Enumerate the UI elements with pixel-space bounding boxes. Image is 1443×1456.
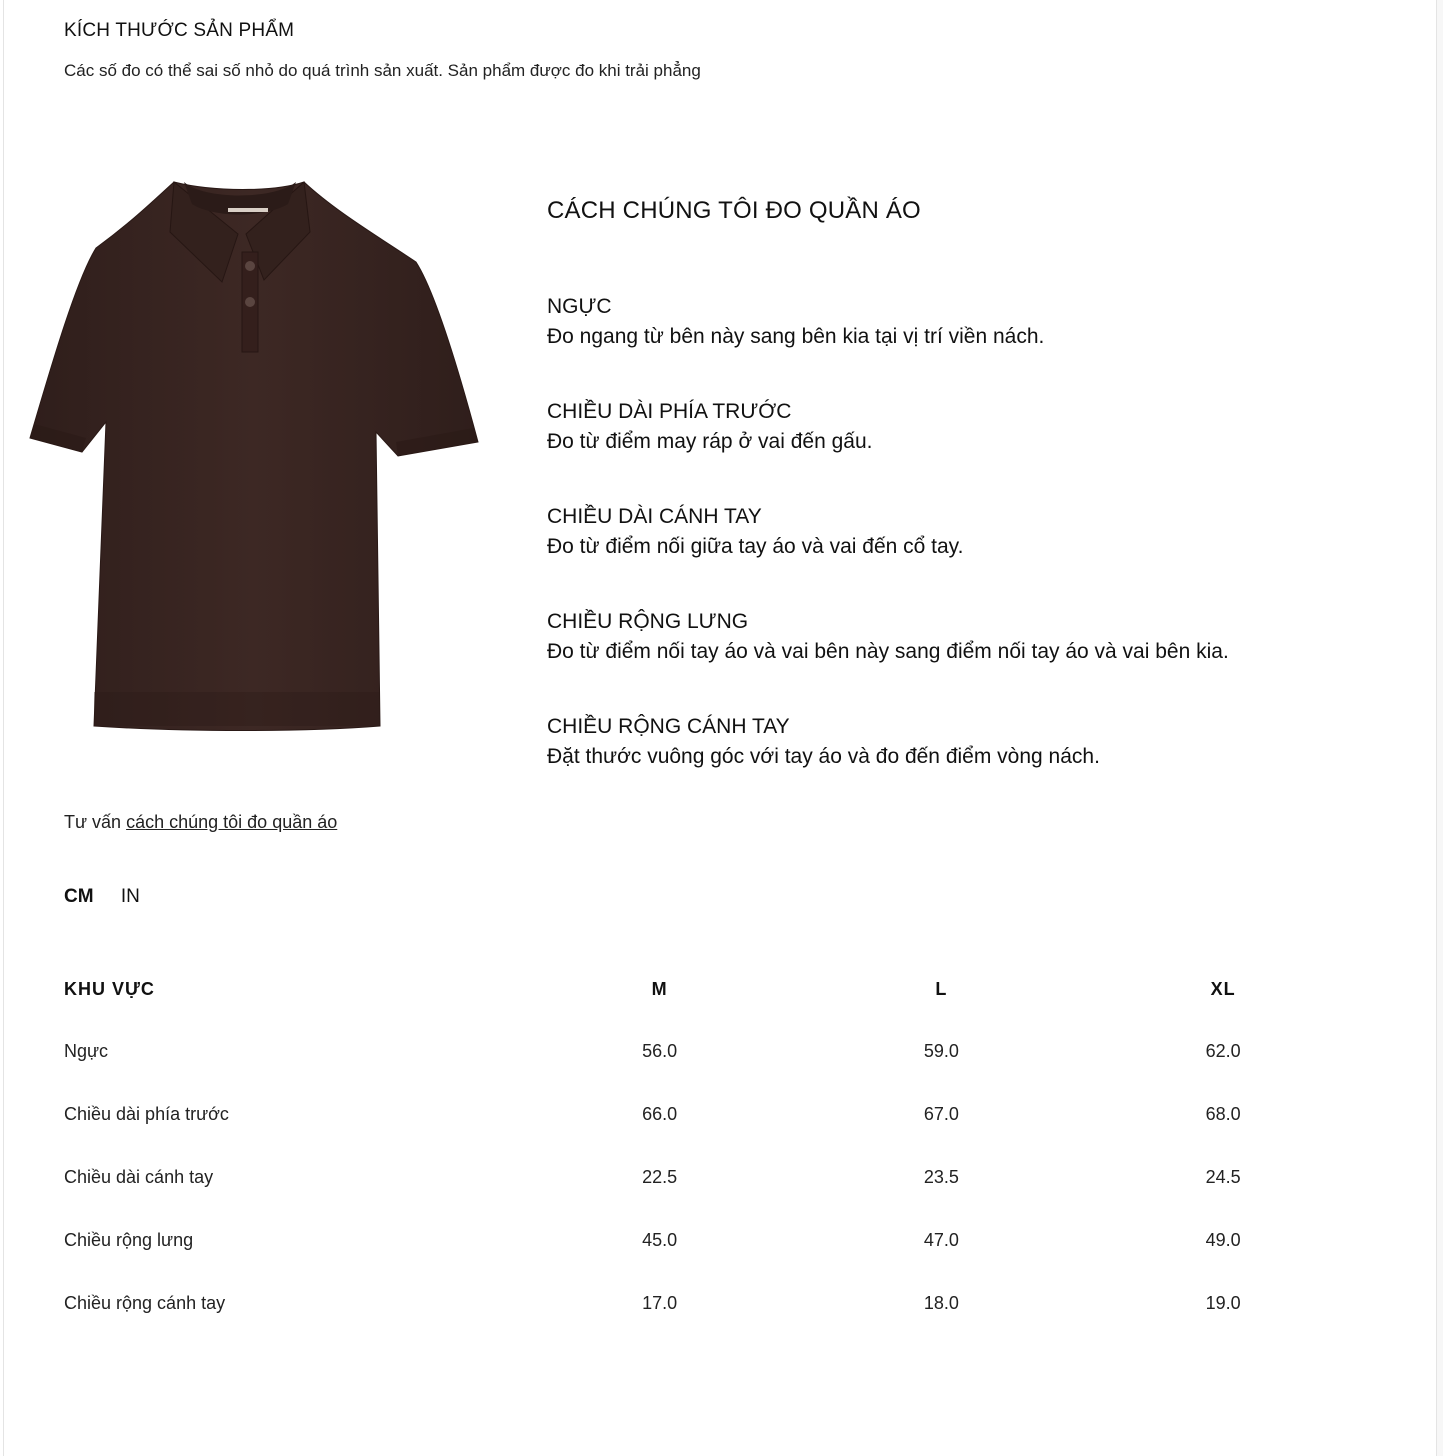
cell-value: 18.0 bbox=[923, 1293, 959, 1313]
column-header-l: L bbox=[935, 978, 948, 999]
measurement-advice bbox=[64, 812, 337, 833]
guide-item-desc: Đo từ điểm nối tay áo và vai bên này sang điểm nối tay áo và vai bên kia. bbox=[547, 640, 1229, 663]
table-row bbox=[64, 1272, 1364, 1335]
row-label: Chiều rộng lưng bbox=[64, 1230, 194, 1250]
guide-item-title: CHIỀU DÀI CÁNH TAY bbox=[547, 505, 762, 528]
table-row bbox=[64, 1146, 1364, 1209]
measurement-guide-link[interactable]: cách chúng tôi đo quần áo bbox=[126, 812, 338, 832]
guide-item-title: NGỰC bbox=[547, 295, 612, 318]
cell-value: 47.0 bbox=[923, 1230, 959, 1250]
cell-value: 19.0 bbox=[1205, 1293, 1241, 1313]
guide-heading: CÁCH CHÚNG TÔI ĐO QUẦN ÁO bbox=[547, 197, 921, 224]
guide-item-front-length bbox=[547, 397, 1407, 457]
cell-value: 59.0 bbox=[923, 1041, 959, 1061]
column-header-m: M bbox=[651, 978, 668, 999]
cell-value: 24.5 bbox=[1205, 1167, 1241, 1187]
measurement-guide bbox=[547, 196, 1407, 817]
guide-item-title: CHIỀU DÀI PHÍA TRƯỚC bbox=[547, 400, 792, 423]
cell-value: 68.0 bbox=[1205, 1104, 1241, 1124]
page-title: KÍCH THƯỚC SẢN PHẨM bbox=[64, 20, 295, 41]
guide-item-chest bbox=[547, 292, 1407, 352]
advice-prefix: Tư vấn bbox=[64, 812, 122, 832]
guide-item-desc: Đo từ điểm may ráp ở vai đến gấu. bbox=[547, 430, 873, 453]
guide-item-sleeve-width bbox=[547, 712, 1407, 772]
cell-value: 67.0 bbox=[923, 1104, 959, 1124]
scrollbar[interactable] bbox=[1437, 0, 1443, 1456]
cell-value: 23.5 bbox=[923, 1167, 959, 1187]
guide-item-desc: Đo từ điểm nối giữa tay áo và vai đến cổ tay. bbox=[547, 535, 964, 558]
table-row bbox=[64, 1020, 1364, 1083]
table-row bbox=[64, 1083, 1364, 1146]
cell-value: 62.0 bbox=[1205, 1041, 1241, 1061]
guide-item-desc: Đặt thước vuông góc với tay áo và đo đến điểm vòng nách. bbox=[547, 745, 1100, 768]
row-label: Ngực bbox=[64, 1041, 109, 1061]
page-subtitle: Các số đo có thể sai số nhỏ do quá trình sản xuất. Sản phẩm được đo khi trải phẳng bbox=[64, 61, 701, 80]
row-label: Chiều rộng cánh tay bbox=[64, 1293, 226, 1313]
unit-toggle bbox=[64, 886, 162, 908]
row-label: Chiều dài cánh tay bbox=[64, 1167, 214, 1187]
guide-item-title: CHIỀU RỘNG LƯNG bbox=[547, 610, 749, 633]
unit-cm-button[interactable]: CM bbox=[64, 886, 94, 907]
row-label: Chiều dài phía trước bbox=[64, 1104, 229, 1124]
cell-value: 45.0 bbox=[642, 1230, 678, 1250]
size-table bbox=[64, 958, 1364, 1335]
left-border bbox=[3, 0, 4, 1456]
cell-value: 66.0 bbox=[642, 1104, 678, 1124]
column-header-area: KHU VỰC bbox=[64, 978, 155, 999]
guide-item-desc: Đo ngang từ bên này sang bên kia tại vị trí viền nách. bbox=[547, 325, 1045, 348]
cell-value: 56.0 bbox=[642, 1041, 678, 1061]
polo-shirt-image bbox=[24, 170, 484, 740]
unit-in-button[interactable]: IN bbox=[120, 886, 140, 907]
cell-value: 22.5 bbox=[642, 1167, 678, 1187]
table-header-row bbox=[64, 958, 1364, 1020]
guide-item-back-width bbox=[547, 607, 1407, 667]
guide-item-title: CHIỀU RỘNG CÁNH TAY bbox=[547, 715, 790, 738]
table-row bbox=[64, 1209, 1364, 1272]
column-header-xl: XL bbox=[1210, 978, 1236, 999]
cell-value: 17.0 bbox=[642, 1293, 678, 1313]
cell-value: 49.0 bbox=[1205, 1230, 1241, 1250]
guide-item-sleeve-length bbox=[547, 502, 1407, 562]
